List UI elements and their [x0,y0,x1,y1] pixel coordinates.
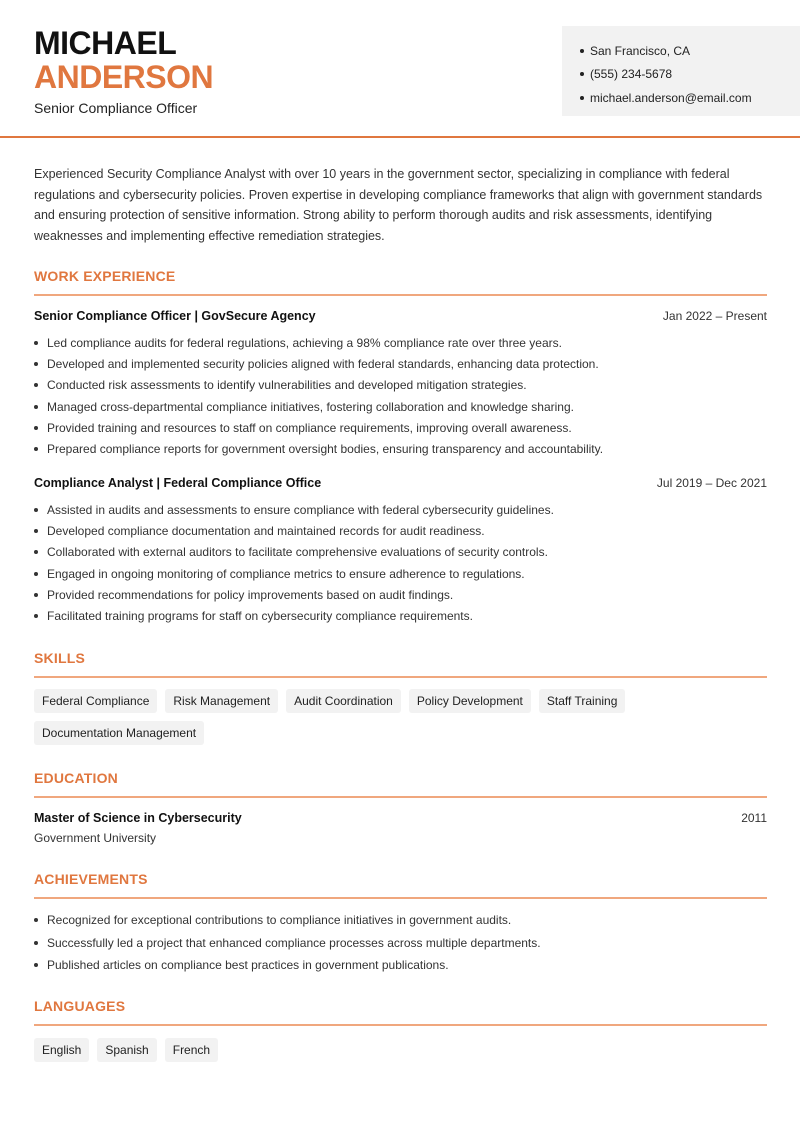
job-header [34,309,767,323]
language-tag: French [165,1038,218,1062]
bullet-icon [580,72,584,76]
job-bullets [34,499,767,627]
first-name: MICHAEL [34,25,177,61]
section-divider [34,796,767,798]
section-divider [34,676,767,678]
bullet-icon [34,918,38,922]
education-header [34,811,767,825]
bullet-icon [34,447,38,451]
bullet-icon [34,941,38,945]
job-dates: Jan 2022 – Present [662,309,767,323]
candidate-name [34,26,213,94]
list-item: Developed and implemented security policies aligned with federal standards, enhancing data protection. [34,353,767,374]
skill-tag: Federal Compliance [34,689,157,713]
list-item: Collaborated with external auditors to facilitate comprehensive evaluations of security controls. [34,542,767,563]
last-name: ANDERSON [34,59,214,95]
bullet-icon [34,405,38,409]
bullet-icon [34,362,38,366]
section-divider [34,1024,767,1026]
bullet-icon [34,963,38,967]
skill-tag: Policy Development [409,689,531,713]
section-title-education: EDUCATION [34,770,118,786]
graduation-year: 2011 [741,811,767,825]
job-position: Compliance Analyst | Federal Compliance Office [34,476,322,490]
bullet-icon [34,426,38,430]
list-item: Recognized for exceptional contributions to compliance initiatives in government audits. [34,909,767,932]
resume-header [0,0,800,138]
bullet-icon [34,593,38,597]
list-item: Conducted risk assessments to identify vulnerabilities and developed mitigation strategies. [34,375,767,396]
list-item: Provided recommendations for policy improvements based on audit findings. [34,584,767,605]
bullet-icon [34,572,38,576]
list-item: Engaged in ongoing monitoring of compliance metrics to ensure adherence to regulations. [34,563,767,584]
job-dates: Jul 2019 – Dec 2021 [656,476,767,490]
school-name: Government University [34,831,157,845]
list-item: Managed cross-departmental compliance initiatives, fostering collaboration and knowledge sharing. [34,396,767,417]
section-title-languages: LANGUAGES [34,998,126,1014]
bullet-icon [34,614,38,618]
section-divider [34,897,767,899]
section-title-skills: SKILLS [34,650,85,666]
list-item: Assisted in audits and assessments to ensure compliance with federal cybersecurity guidelines. [34,499,767,520]
job-header [34,476,767,490]
section-divider [34,294,767,296]
contact-box [562,26,800,116]
contact-location: San Francisco, CA [580,39,800,63]
bullet-icon [580,96,584,100]
list-item: Led compliance audits for federal regulations, achieving a 98% compliance rate over three years. [34,332,767,353]
bullet-icon [34,550,38,554]
list-item: Facilitated training programs for staff on cybersecurity compliance requirements. [34,605,767,626]
skill-tag: Risk Management [165,689,278,713]
job-title: Senior Compliance Officer [34,100,198,116]
skill-tag: Audit Coordination [286,689,401,713]
list-item: Developed compliance documentation and maintained records for audit readiness. [34,520,767,541]
contact-phone: (555) 234-5678 [580,63,800,87]
list-item: Published articles on compliance best practices in government publications. [34,954,767,977]
bullet-icon [34,341,38,345]
job-position: Senior Compliance Officer | GovSecure Agency [34,309,316,323]
bullet-icon [580,49,584,53]
bullet-icon [34,383,38,387]
list-item: Successfully led a project that enhanced compliance processes across multiple departments. [34,932,767,955]
skill-tag: Documentation Management [34,721,204,745]
contact-email: michael.anderson@email.com [580,86,800,110]
professional-summary: Experienced Security Compliance Analyst with over 10 years in the government sector, specializing in compliance with federal regulations and cybersecurity policies. Proven expertise in developing compliance frameworks that align with government standards and ensuring protection of sensitive information. Strong ability to perform thorough audits and risk assessments, identifying weaknesses and implementing effective remediation strategies. [34,167,763,243]
language-tag: Spanish [97,1038,156,1062]
section-title-achievements: ACHIEVEMENTS [34,871,148,887]
language-tag: English [34,1038,89,1062]
section-title-work: WORK EXPERIENCE [34,268,176,284]
list-item: Prepared compliance reports for government oversight bodies, ensuring transparency and accountability. [34,438,767,459]
skill-tag: Staff Training [539,689,626,713]
languages-list [34,1038,767,1062]
list-item: Provided training and resources to staff on compliance requirements, improving overall awareness. [34,417,767,438]
bullet-icon [34,529,38,533]
degree: Master of Science in Cybersecurity [34,811,242,825]
achievements-list [34,909,767,977]
skills-list [34,689,767,745]
bullet-icon [34,508,38,512]
job-bullets [34,332,767,460]
